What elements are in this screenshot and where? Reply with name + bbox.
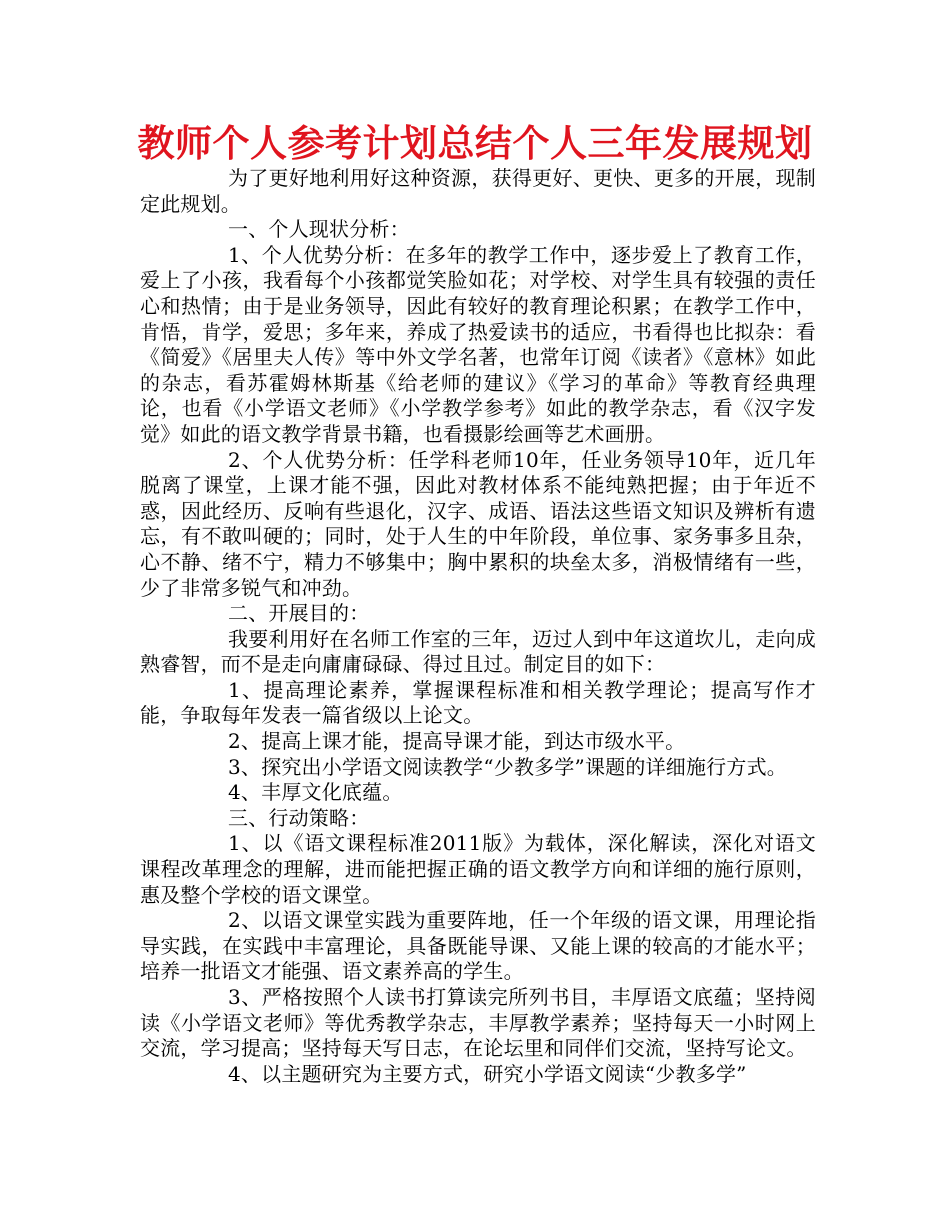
- paragraph-goals-intro: 我要利用好在名师工作室的三年，迈过人到中年这道坎儿，走向成熟睿智，而不是走向庸庸碌碌、得过且过。制定目的如下：: [140, 626, 816, 677]
- strategy-item-3: 3、严格按照个人读书打算读完所列书目，丰厚语文底蕴；坚持阅读《小学语文老师》等优秀教学杂志，丰厚教学素养；坚持每天一小时网上交流，学习提高；坚持每天写日志，在论坛里和同伴们交流，坚持写论文。: [140, 985, 816, 1061]
- strategy-item-2: 2、以语文课堂实践为重要阵地，任一个年级的语文课，用理论指导实践，在实践中丰富理论，具备既能导课、又能上课的较高的才能水平；培养一批语文才能强、语文素养高的学生。: [140, 908, 816, 984]
- goal-item-3: 3、探究出小学语文阅读教学“少教多学”课题的详细施行方式。: [228, 754, 787, 779]
- document-body: [140, 166, 816, 1087]
- goal-item-1: 1、提高理论素养，掌握课程标准和相关教学理论；提高写作才能，争取每年发表一篇省级以上论文。: [140, 677, 816, 728]
- strategy-item-1: 1、以《语文课程标准2011版》为载体，深化解读，深化对语文课程改革理念的理解，进而能把握正确的语文教学方向和详细的施行原则，惠及整个学校的语文课堂。: [140, 831, 816, 907]
- paragraph-weaknesses: 2、个人优势分析：任学科老师10年，任业务领导10年，近几年脱离了课堂，上课才能不强，因此对教材体系不能纯熟把握；由于年近不惑，因此经历、反响有些退化，汉字、成语、语法这些语文知识及辨析有遗忘，有不敢叫硬的；同时，处于人生的中年阶段，单位事、家务事多且杂，心不静、绪不宁，精力不够集中；胸中累积的块垒太多，消极情绪有一些，少了非常多锐气和冲劲。: [140, 447, 816, 600]
- section-heading-status: 一、个人现状分析：: [228, 217, 410, 242]
- section-heading-goals: 二、开展目的：: [228, 601, 370, 626]
- section-heading-strategy: 三、行动策略：: [228, 805, 370, 830]
- goal-item-2: 2、提高上课才能，提高导课才能，到达市级水平。: [228, 729, 686, 754]
- paragraph-strengths: 1、个人优势分析：在多年的教学工作中，逐步爱上了教育工作，爱上了小孩，我看每个小孩都觉笑脸如花；对学校、对学生具有较强的责任心和热情；由于是业务领导，因此有较好的教育理论积累；在教学工作中，肯悟，肯学，爱思；多年来，养成了热爱读书的适应，书看得也比拟杂：看《简爱》《居里夫人传》等中外文学名著，也常年订阅《读者》《意林》如此的杂志，看苏霍姆林斯基《给老师的建议》《学习的革命》等教育经典理论，也看《小学语文老师》《小学教学参考》如此的教学杂志，看《汉字发觉》如此的语文教学背景书籍，也看摄影绘画等艺术画册。: [140, 242, 816, 446]
- paragraph-intro: 为了更好地利用好这种资源，获得更好、更快、更多的开展，现制定此规划。: [140, 166, 816, 216]
- goal-item-4: 4、丰厚文化底蕴。: [228, 780, 403, 805]
- page-title: 教师个人参考计划总结个人三年发展规划: [137, 122, 813, 165]
- strategy-item-4: 4、以主题研究为主要方式，研究小学语文阅读“少教多学”: [228, 1061, 747, 1086]
